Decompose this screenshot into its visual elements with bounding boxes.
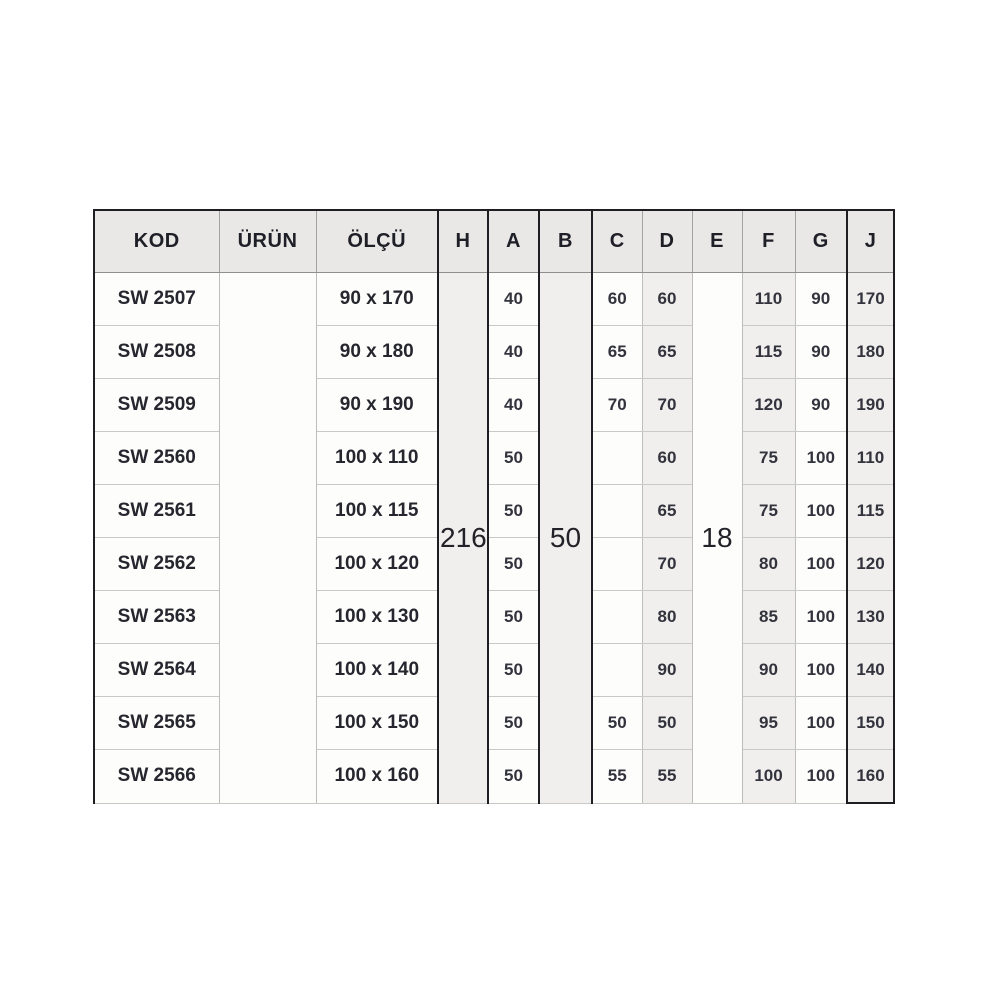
cell-olcu: 100 x 160 xyxy=(316,750,438,804)
cell-a: 50 xyxy=(488,591,539,644)
cell-urun-merged xyxy=(219,273,316,804)
header-row xyxy=(94,210,894,273)
cell-c xyxy=(592,644,642,697)
cell-c: 55 xyxy=(592,750,642,804)
col-header-c: C xyxy=(592,210,642,273)
cell-d: 60 xyxy=(642,273,692,326)
cell-a: 50 xyxy=(488,485,539,538)
cell-d: 55 xyxy=(642,750,692,804)
table-row xyxy=(94,750,894,804)
cell-d: 80 xyxy=(642,591,692,644)
cell-f: 90 xyxy=(742,644,795,697)
cell-j: 150 xyxy=(847,697,894,750)
cell-olcu: 90 x 170 xyxy=(316,273,438,326)
cell-a: 50 xyxy=(488,432,539,485)
table-row xyxy=(94,326,894,379)
cell-c: 65 xyxy=(592,326,642,379)
cell-j: 190 xyxy=(847,379,894,432)
table-row xyxy=(94,697,894,750)
cell-f: 75 xyxy=(742,432,795,485)
cell-g: 100 xyxy=(795,697,847,750)
cell-d: 65 xyxy=(642,485,692,538)
table-row xyxy=(94,379,894,432)
cell-kod: SW 2565 xyxy=(94,697,219,750)
cell-j: 170 xyxy=(847,273,894,326)
table-row xyxy=(94,273,894,326)
cell-g: 90 xyxy=(795,273,847,326)
cell-c: 70 xyxy=(592,379,642,432)
cell-kod: SW 2507 xyxy=(94,273,219,326)
cell-g: 90 xyxy=(795,379,847,432)
cell-g: 100 xyxy=(795,432,847,485)
cell-kod: SW 2562 xyxy=(94,538,219,591)
table-row xyxy=(94,485,894,538)
col-header-d: D xyxy=(642,210,692,273)
cell-olcu: 100 x 115 xyxy=(316,485,438,538)
cell-a: 40 xyxy=(488,379,539,432)
cell-f: 75 xyxy=(742,485,795,538)
col-header-kod: KOD xyxy=(94,210,219,273)
cell-j: 120 xyxy=(847,538,894,591)
cell-olcu: 100 x 120 xyxy=(316,538,438,591)
col-header-olcu: ÖLÇÜ xyxy=(316,210,438,273)
cell-j: 160 xyxy=(847,750,894,804)
cell-b-merged: 50 xyxy=(539,273,592,804)
cell-c xyxy=(592,591,642,644)
cell-f: 85 xyxy=(742,591,795,644)
cell-e-merged: 18 xyxy=(692,273,742,804)
cell-g: 100 xyxy=(795,644,847,697)
cell-h-merged: 216 xyxy=(438,273,488,804)
cell-c: 60 xyxy=(592,273,642,326)
cell-d: 90 xyxy=(642,644,692,697)
cell-a: 50 xyxy=(488,750,539,804)
table-row xyxy=(94,644,894,697)
cell-olcu: 100 x 150 xyxy=(316,697,438,750)
cell-d: 50 xyxy=(642,697,692,750)
col-header-urun: ÜRÜN xyxy=(219,210,316,273)
cell-f: 80 xyxy=(742,538,795,591)
col-header-b: B xyxy=(539,210,592,273)
cell-j: 110 xyxy=(847,432,894,485)
cell-kod: SW 2563 xyxy=(94,591,219,644)
cell-a: 50 xyxy=(488,644,539,697)
cell-g: 100 xyxy=(795,750,847,804)
col-header-f: F xyxy=(742,210,795,273)
cell-g: 90 xyxy=(795,326,847,379)
cell-d: 70 xyxy=(642,379,692,432)
cell-d: 65 xyxy=(642,326,692,379)
col-header-g: G xyxy=(795,210,847,273)
cell-olcu: 90 x 190 xyxy=(316,379,438,432)
cell-f: 120 xyxy=(742,379,795,432)
table-row xyxy=(94,538,894,591)
col-header-j: J xyxy=(847,210,894,273)
cell-kod: SW 2560 xyxy=(94,432,219,485)
cell-a: 40 xyxy=(488,326,539,379)
cell-j: 130 xyxy=(847,591,894,644)
cell-j: 115 xyxy=(847,485,894,538)
spec-table xyxy=(93,209,895,804)
cell-f: 115 xyxy=(742,326,795,379)
cell-olcu: 100 x 140 xyxy=(316,644,438,697)
cell-f: 95 xyxy=(742,697,795,750)
table-row xyxy=(94,591,894,644)
cell-a: 50 xyxy=(488,538,539,591)
cell-f: 110 xyxy=(742,273,795,326)
cell-kod: SW 2509 xyxy=(94,379,219,432)
col-header-h: H xyxy=(438,210,488,273)
cell-j: 140 xyxy=(847,644,894,697)
cell-g: 100 xyxy=(795,591,847,644)
cell-a: 40 xyxy=(488,273,539,326)
cell-d: 70 xyxy=(642,538,692,591)
cell-d: 60 xyxy=(642,432,692,485)
cell-kod: SW 2564 xyxy=(94,644,219,697)
cell-olcu: 100 x 130 xyxy=(316,591,438,644)
cell-c: 50 xyxy=(592,697,642,750)
cell-c xyxy=(592,485,642,538)
col-header-a: A xyxy=(488,210,539,273)
cell-olcu: 100 x 110 xyxy=(316,432,438,485)
table-row xyxy=(94,432,894,485)
cell-kod: SW 2566 xyxy=(94,750,219,804)
cell-olcu: 90 x 180 xyxy=(316,326,438,379)
cell-a: 50 xyxy=(488,697,539,750)
col-header-e: E xyxy=(692,210,742,273)
cell-c xyxy=(592,432,642,485)
cell-f: 100 xyxy=(742,750,795,804)
cell-c xyxy=(592,538,642,591)
cell-g: 100 xyxy=(795,538,847,591)
cell-g: 100 xyxy=(795,485,847,538)
cell-kod: SW 2561 xyxy=(94,485,219,538)
cell-kod: SW 2508 xyxy=(94,326,219,379)
cell-j: 180 xyxy=(847,326,894,379)
